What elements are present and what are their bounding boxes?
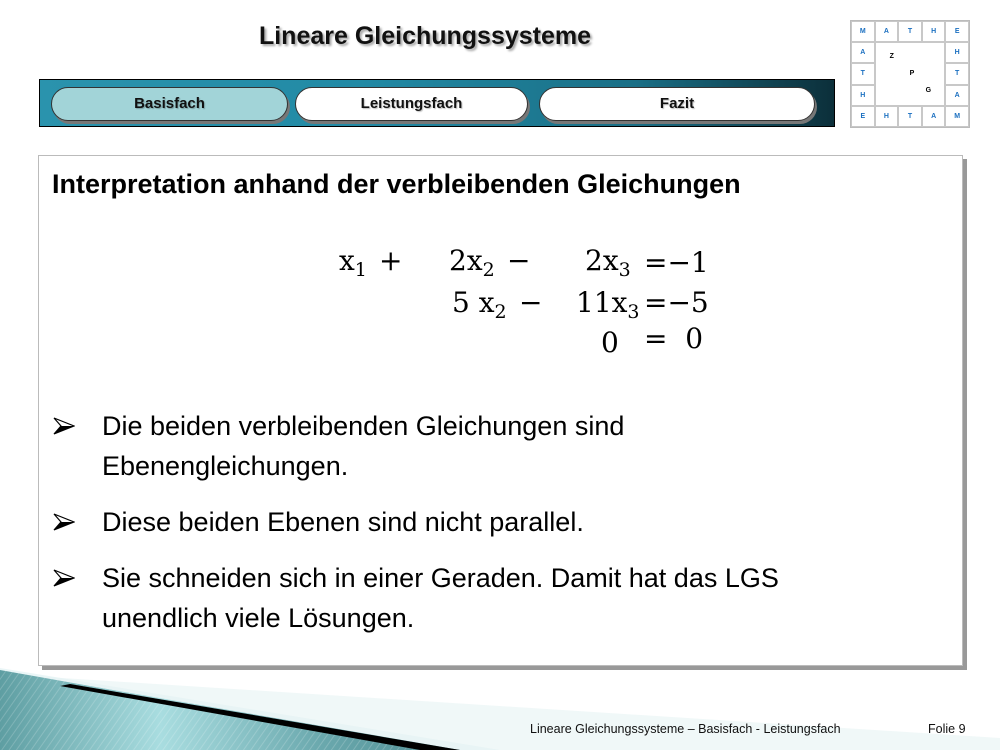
equation-term: $2x_2$ bbox=[449, 244, 495, 281]
content-box bbox=[38, 155, 963, 666]
equation-operator: − bbox=[519, 286, 543, 319]
logo-letter: E bbox=[851, 106, 875, 127]
equation-term: $x_1$ bbox=[339, 244, 367, 281]
slide-number: Folie 9 bbox=[928, 722, 966, 736]
equation-operator: − bbox=[507, 244, 531, 277]
equation-rhs: = 0 bbox=[644, 322, 704, 355]
logo-letter: H bbox=[945, 42, 969, 63]
equation-system bbox=[339, 244, 759, 369]
equation-rhs: =−1 bbox=[644, 246, 709, 279]
equation-rhs: =−5 bbox=[644, 286, 709, 319]
arrowhead-bullet-icon bbox=[53, 513, 75, 531]
footer-decoration bbox=[0, 668, 1000, 750]
logo-letter: T bbox=[945, 63, 969, 84]
logo-letter: H bbox=[875, 106, 899, 127]
logo-letter: A bbox=[875, 21, 899, 42]
content-heading: Interpretation anhand der verbleibenden Gleichungen bbox=[52, 169, 741, 199]
logo-center-letter: G bbox=[925, 87, 932, 95]
bullet-item: Sie schneiden sich in einer Geraden. Damit hat das LGS unendlich viele Lösungen. bbox=[53, 558, 953, 638]
tab-basisfach[interactable]: Basisfach bbox=[51, 87, 288, 121]
logo-center bbox=[875, 42, 946, 106]
logo-letter: A bbox=[851, 42, 875, 63]
logo-letter: E bbox=[945, 21, 969, 42]
logo-letter: H bbox=[851, 85, 875, 106]
bullet-list bbox=[53, 406, 953, 654]
logo-letter: A bbox=[922, 106, 946, 127]
bullet-item: Diese beiden Ebenen sind nicht parallel. bbox=[53, 502, 953, 542]
tab-fazit[interactable]: Fazit bbox=[539, 87, 815, 121]
arrowhead-bullet-icon bbox=[53, 417, 75, 435]
logo-center-letter: Z bbox=[889, 53, 894, 61]
equation-term: $11x_3$ bbox=[576, 286, 640, 323]
equation-term: $2x_3$ bbox=[585, 244, 631, 281]
logo-letter: T bbox=[898, 106, 922, 127]
logo-letter: M bbox=[945, 106, 969, 127]
logo-letter: T bbox=[851, 63, 875, 84]
logo-center-letter: P bbox=[909, 70, 915, 78]
logo-letter: T bbox=[898, 21, 922, 42]
logo-letter: M bbox=[851, 21, 875, 42]
equation-term: 5 $x_2$ bbox=[452, 286, 507, 323]
navigation-bar bbox=[39, 79, 835, 127]
arrowhead-bullet-icon bbox=[53, 569, 75, 587]
equation-operator: + bbox=[379, 244, 403, 277]
tab-leistungsfach[interactable]: Leistungsfach bbox=[295, 87, 528, 121]
footer-text: Lineare Gleichungssysteme – Basisfach - Leistungsfach bbox=[530, 722, 841, 736]
logo-letter: H bbox=[922, 21, 946, 42]
slide-title: Lineare Gleichungssysteme bbox=[258, 22, 592, 50]
equation-term: 0 bbox=[601, 326, 619, 359]
mathe-logo bbox=[850, 20, 970, 128]
logo-letter: A bbox=[945, 85, 969, 106]
bullet-item: Die beiden verbleibenden Gleichungen sind Ebenengleichungen. bbox=[53, 406, 953, 486]
